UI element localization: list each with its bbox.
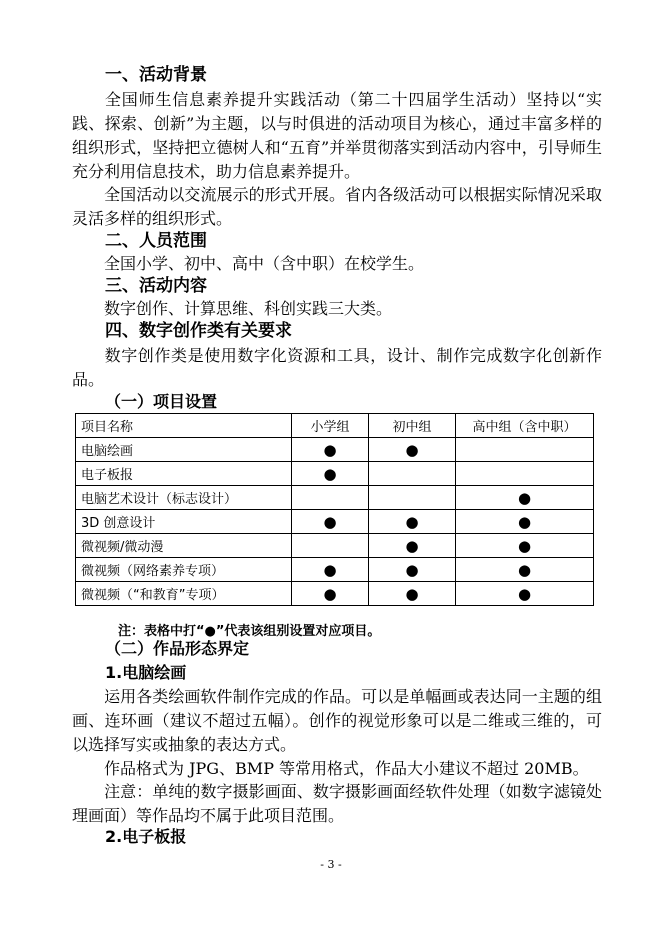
table-header-row xyxy=(76,414,594,438)
paragraph-text: 作品格式为 JPG、BMP 等常用格式，作品大小建议不超过 20MB。 xyxy=(104,759,589,778)
mark-senior: ● xyxy=(456,582,594,606)
paragraph-content xyxy=(72,297,602,321)
table-row xyxy=(76,558,594,582)
paragraph-painting-note xyxy=(72,780,602,828)
paragraph-background-2 xyxy=(72,183,602,231)
header-junior: 初中组 xyxy=(369,414,456,438)
row-name: 电子板报 xyxy=(76,462,292,486)
subheading-work-forms: （二）作品形态界定 xyxy=(105,639,250,658)
mark-senior: ● xyxy=(456,534,594,558)
paragraph-text: 运用各类绘画软件制作完成的作品。可以是单幅画或表达同一主题的组画、连环画（建议不超过五幅）。创作的视觉形象可以是二维或三维的，可以选择写实或抽象的表达方式。 xyxy=(72,687,602,754)
mark-primary xyxy=(292,486,369,510)
paragraph-text: 全国小学、初中、高中（含中职）在校学生。 xyxy=(104,254,425,273)
header-primary: 小学组 xyxy=(292,414,369,438)
table-row xyxy=(76,462,594,486)
table-row xyxy=(76,582,594,606)
paragraph-text: 数字创作类是使用数字化资源和工具，设计、制作完成数字化创新作品。 xyxy=(72,346,602,389)
table-note: 注：表格中打“●”代表该组别设置对应项目。 xyxy=(118,624,381,639)
mark-primary: ● xyxy=(292,438,369,462)
mark-junior xyxy=(369,462,456,486)
paragraph-painting-definition xyxy=(72,685,602,757)
mark-junior: ● xyxy=(369,534,456,558)
row-name: 微视频（“和教育”专项） xyxy=(76,582,292,606)
mark-junior: ● xyxy=(369,438,456,462)
item-heading-computer-painting: 1.电脑绘画 xyxy=(105,663,187,682)
mark-primary: ● xyxy=(292,582,369,606)
table-row xyxy=(76,510,594,534)
paragraph-text: 数字创作、计算思维、科创实践三大类。 xyxy=(104,299,393,318)
table-row xyxy=(76,534,594,558)
row-name: 微视频/微动漫 xyxy=(76,534,292,558)
mark-primary: ● xyxy=(292,558,369,582)
mark-junior: ● xyxy=(369,510,456,534)
section-heading-requirements: 四、数字创作类有关要求 xyxy=(105,321,292,341)
paragraph-background-1 xyxy=(72,88,602,184)
mark-senior xyxy=(456,462,594,486)
paragraph-painting-format xyxy=(72,757,602,781)
table-row xyxy=(76,486,594,510)
mark-senior: ● xyxy=(456,558,594,582)
mark-primary xyxy=(292,534,369,558)
mark-junior xyxy=(369,486,456,510)
header-project-name: 项目名称 xyxy=(76,414,292,438)
paragraph-text: 全国师生信息素养提升实践活动（第二十四届学生活动）坚持以“实践、探索、创新”为主题，以与时俱进的活动项目为核心，通过丰富多样的组织形式，坚持把立德树人和“五育”并举贯彻落实到活动内容中，引导师生充分利用信息技术，助力信息素养提升。 xyxy=(72,90,602,181)
mark-junior: ● xyxy=(369,558,456,582)
section-heading-scope: 二、人员范围 xyxy=(105,231,207,251)
page-number: - 3 - xyxy=(320,858,342,871)
mark-junior: ● xyxy=(369,582,456,606)
mark-senior: ● xyxy=(456,486,594,510)
section-heading-content: 三、活动内容 xyxy=(105,276,207,296)
row-name: 微视频（网络素养专项） xyxy=(76,558,292,582)
item-heading-e-newspaper: 2.电子板报 xyxy=(105,827,187,846)
header-senior: 高中组（含中职） xyxy=(456,414,594,438)
mark-senior: ● xyxy=(456,510,594,534)
mark-primary: ● xyxy=(292,510,369,534)
subheading-project-settings: （一）项目设置 xyxy=(105,392,218,411)
paragraph-requirements xyxy=(72,344,602,392)
section-heading-background: 一、活动背景 xyxy=(105,65,207,85)
table-row xyxy=(76,438,594,462)
paragraph-scope xyxy=(72,252,602,276)
paragraph-text: 注意：单纯的数字摄影画面、数字摄影画面经软件处理（如数字滤镜处理画面）等作品均不属于此项目范围。 xyxy=(72,782,602,825)
mark-primary: ● xyxy=(292,462,369,486)
mark-senior xyxy=(456,438,594,462)
row-name: 电脑绘画 xyxy=(76,438,292,462)
row-name: 电脑艺术设计（标志设计） xyxy=(76,486,292,510)
paragraph-text: 全国活动以交流展示的形式开展。省内各级活动可以根据实际情况采取灵活多样的组织形式。 xyxy=(72,185,602,228)
project-settings-table xyxy=(75,413,594,606)
row-name: 3D 创意设计 xyxy=(76,510,292,534)
